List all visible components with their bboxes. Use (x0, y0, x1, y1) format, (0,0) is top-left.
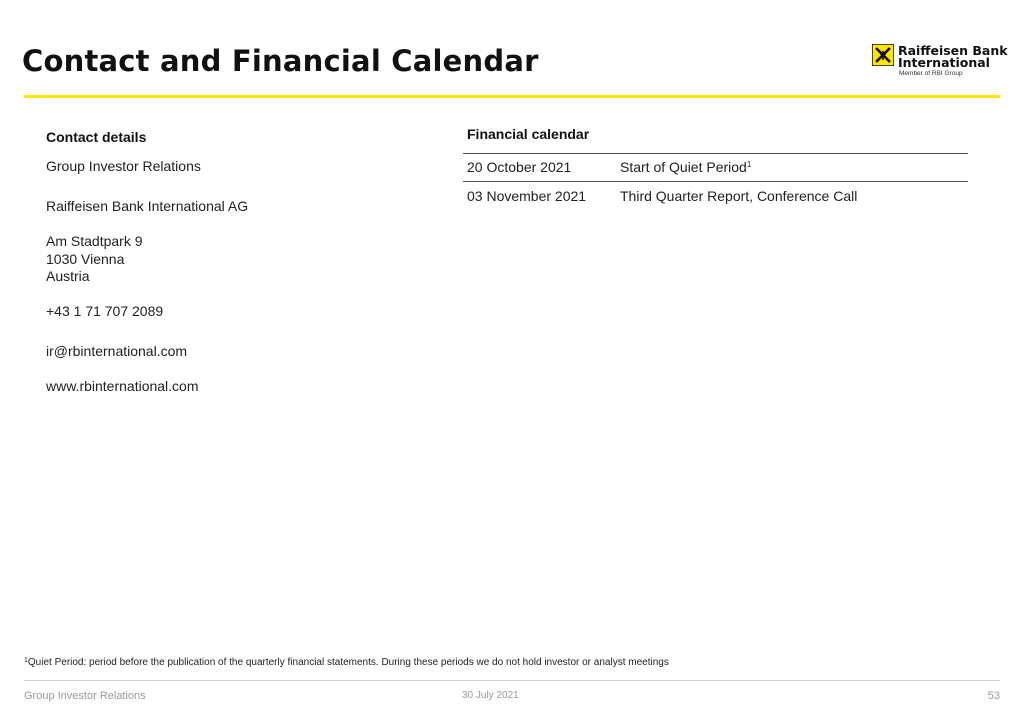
page-number: 53 (987, 690, 1000, 702)
calendar-divider (463, 181, 968, 182)
contact-phone: +43 1 71 707 2089 (46, 303, 164, 319)
contact-city: 1030 Vienna (46, 251, 125, 267)
contact-heading: Contact details (46, 129, 147, 145)
contact-department: Group Investor Relations (46, 158, 201, 174)
footnote-marker: 1 (746, 160, 752, 169)
calendar-row-date: 03 November 2021 (467, 188, 587, 204)
footer-date: 30 July 2021 (462, 690, 519, 701)
contact-website-link[interactable]: www.rbinternational.com (46, 378, 199, 394)
calendar-row-event: Third Quarter Report, Conference Call (620, 188, 858, 204)
footer-department: Group Investor Relations (24, 690, 146, 702)
calendar-heading: Financial calendar (467, 126, 590, 142)
rbi-logo (872, 44, 1007, 80)
footer-divider (24, 680, 1000, 681)
logo-text-line1: Raiffeisen Bank (898, 43, 1008, 58)
calendar-divider (463, 153, 968, 154)
page-title: Contact and Financial Calendar (22, 44, 539, 78)
footnote-mark: 1 (24, 657, 28, 664)
logo-text-line2: International (898, 55, 990, 70)
contact-country: Austria (46, 268, 90, 284)
contact-street: Am Stadtpark 9 (46, 233, 143, 249)
raiffeisen-gable-cross-icon (872, 44, 894, 66)
calendar-row-date: 20 October 2021 (467, 159, 572, 175)
contact-email-link[interactable]: ir@rbinternational.com (46, 343, 188, 359)
title-underline (24, 95, 1000, 98)
contact-company: Raiffeisen Bank International AG (46, 198, 249, 214)
footnote-text: Quiet Period: period before the publication of the quarterly financial statements. During these periods we do not hold investor or analyst meetings (27, 657, 669, 668)
footnote (24, 657, 669, 668)
calendar-row-event: Start of Quiet Period$^1$ (620, 159, 752, 175)
logo-tagline: Member of RBI Group (899, 70, 963, 77)
